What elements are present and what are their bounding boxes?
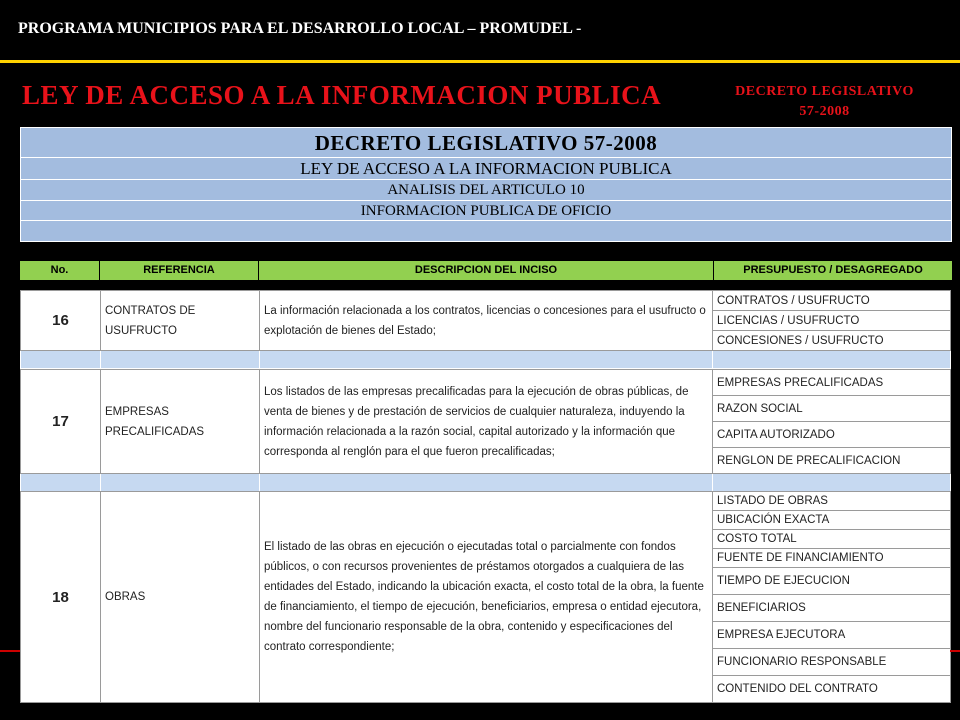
decree-label-line1: DECRETO LEGISLATIVO <box>735 84 914 99</box>
reference-line: EMPRESAS <box>105 405 169 418</box>
decree-label-line2: 57-2008 <box>799 104 850 119</box>
budget-item: RENGLON DE PRECALIFICACION <box>713 448 951 474</box>
banner-empty-row <box>20 220 952 242</box>
budget-item: UBICACIÓN EXACTA <box>713 511 951 530</box>
row-number: 16 <box>21 291 101 351</box>
separator-row <box>21 474 951 492</box>
col-descripcion: DESCRIPCION DEL INCISO <box>259 261 714 280</box>
table-row <box>21 370 951 396</box>
column-header <box>20 261 952 280</box>
row-reference <box>101 291 260 351</box>
budget-item: COSTO TOTAL <box>713 530 951 549</box>
budget-item: TIEMPO DE EJECUCION <box>713 568 951 595</box>
decree-label <box>712 82 937 122</box>
red-divider-right <box>950 650 960 652</box>
reference-line: PRECALIFICADAS <box>105 425 205 438</box>
table-row <box>21 291 951 311</box>
row-description: Los listados de las empresas precalificadas para la ejecución de obras públicas, de venta de bienes y de prestación de servicios de cualquier naturaleza, induyendo la información relacionada a la razón social, capital autorizado y la información que corresponda al renglón para el que fueron precalificadas; <box>260 370 713 474</box>
budget-item: FUENTE DE FINANCIAMIENTO <box>713 549 951 568</box>
row-description: La información relacionada a los contratos, licencias o concesiones para el usufructo o explotación de bienes del Estado; <box>260 291 713 351</box>
row-reference: OBRAS <box>101 492 260 703</box>
reference-line: USUFRUCTO <box>105 324 177 337</box>
law-title: LEY DE ACCESO A LA INFORMACION PUBLICA <box>22 80 662 110</box>
row-number: 17 <box>21 370 101 474</box>
row-16-block <box>20 290 950 369</box>
budget-item: CONCESIONES / USUFRUCTO <box>713 331 951 351</box>
banner <box>20 127 952 242</box>
budget-item: CONTENIDO DEL CONTRATO <box>713 676 951 703</box>
budget-item: EMPRESAS PRECALIFICADAS <box>713 370 951 396</box>
banner-info: INFORMACION PUBLICA DE OFICIO <box>20 200 952 220</box>
reference-line: CONTRATOS DE <box>105 304 196 317</box>
budget-item: LISTADO DE OBRAS <box>713 492 951 511</box>
banner-decree: DECRETO LEGISLATIVO 57-2008 <box>20 127 952 157</box>
yellow-divider <box>0 60 960 63</box>
row-reference <box>101 370 260 474</box>
budget-item: CONTRATOS / USUFRUCTO <box>713 291 951 311</box>
row-description: El listado de las obras en ejecución o ejecutadas total o parcialmente con fondos públicos, o con recursos provenientes de préstamos otorgados a cualquiera de las entidades del Estado, indicando la ubicación exacta, el costo total de la obra, la fuente de financiamiento, el tiempo de ejecución, beneficiarios, empresa o entidad ejecutora, nombre del funcionario responsable de la obra, contenido y especificaciones del contrato correspondiente; <box>260 492 713 703</box>
row-number: 18 <box>21 492 101 703</box>
budget-item: LICENCIAS / USUFRUCTO <box>713 311 951 331</box>
budget-item: BENEFICIARIOS <box>713 595 951 622</box>
banner-article: ANALISIS DEL ARTICULO 10 <box>20 179 952 200</box>
col-no: No. <box>20 261 100 280</box>
separator-row <box>21 351 951 369</box>
red-divider-left <box>0 650 20 652</box>
budget-item: EMPRESA EJECUTORA <box>713 622 951 649</box>
col-presupuesto: PRESUPUESTO / DESAGREGADO <box>743 264 923 276</box>
banner-law: LEY DE ACCESO A LA INFORMACION PUBLICA <box>20 157 952 179</box>
budget-item: RAZON SOCIAL <box>713 396 951 422</box>
budget-item: FUNCIONARIO RESPONSABLE <box>713 649 951 676</box>
table-row <box>21 492 951 511</box>
col-referencia: REFERENCIA <box>100 261 259 280</box>
budget-item: CAPITA AUTORIZADO <box>713 422 951 448</box>
row-18-block <box>20 491 950 703</box>
program-title: PROGRAMA MUNICIPIOS PARA EL DESARROLLO LOCAL – PROMUDEL - <box>18 20 582 37</box>
row-17-block <box>20 369 950 492</box>
